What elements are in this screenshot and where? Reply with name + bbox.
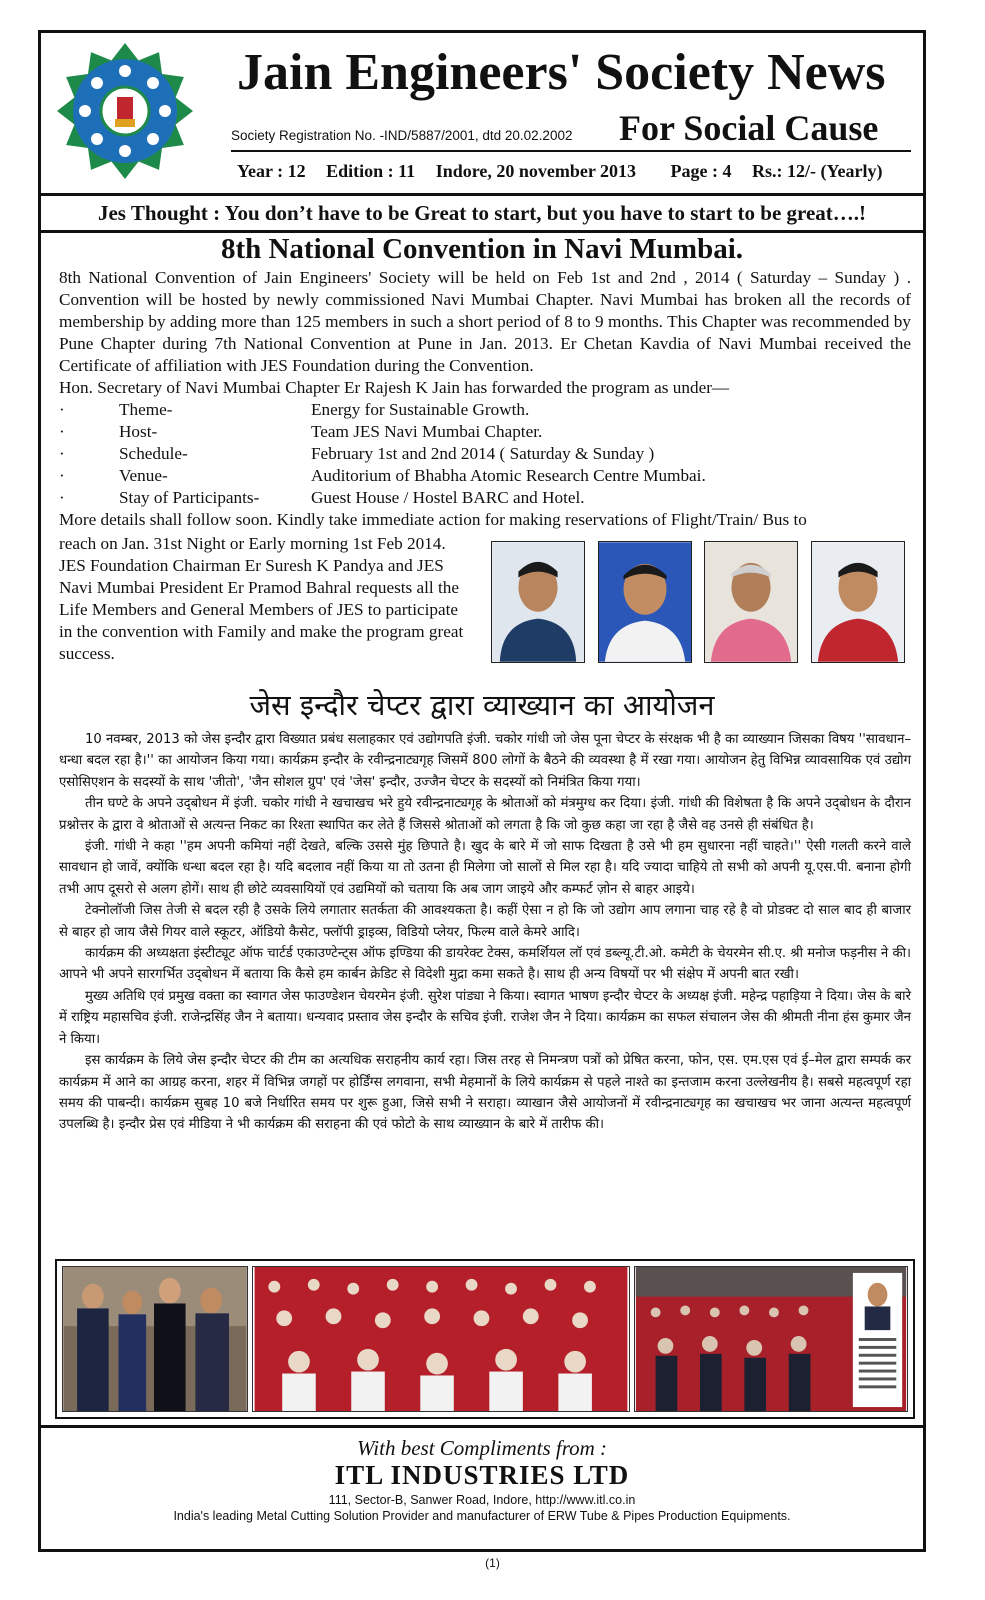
- issue-price: Rs.: 12/- (Yearly): [752, 161, 883, 181]
- program-item: · Venue- Auditorium of Bhabha Atomic Research Centre Mumbai.: [59, 466, 706, 485]
- award-ceremony-photo: [62, 1266, 248, 1412]
- article-paragraph: reach on Jan. 31st Night or Early morning 1st Feb 2014.: [59, 534, 446, 553]
- program-key: Schedule-: [119, 444, 188, 463]
- hindi-paragraph: इस कार्यक्रम के लिये जेस इन्दौर चेप्टर की टीम का अत्यधिक सराहनीय कार्य रहा। जिस तरह से निमन्त्रण पत्रों को प्रेषित करना, फोन, एस. एम.एस एवं ई–मेल द्वारा सम्पर्क कर कार्यक्रम में आने का आग्रह करना, शहर में विभिन्न जगहों पर होर्डिंग्स लगवाना, सभी मेहमानों के लिये कार्यक्रम से पहले नाश्ते का इन्तजाम करना उल्लेखनीय है। सबसे महत्वपूर्ण रहा समय की पाबन्दी। कार्यक्रम सुबह 10 बजे निर्धारित समय पर शुरू हुआ, जिसे सभी ने सराहा। व्याखान जैसे आयोजनों में रवीन्द्रनाट्यगृह का खचाखच भर जाना अत्यन्त महत्वपूर्ण उपलब्धि है। इन्दौर प्रेस एवं मीडिया ने भी कार्यक्रम की सराहना की एवं फोटो के साथ व्याख्यान के बारे में तारीफ की।: [59, 1053, 911, 1133]
- issue-year: Year : 12: [237, 161, 306, 181]
- portrait-photo: [491, 541, 585, 663]
- event-photo-gallery: [55, 1259, 915, 1419]
- article-paragraph: 8th National Convention of Jain Engineers' Society will be held on Feb 1st and 2nd , 2014 ( Saturday – Sunday ) . Convention will be hosted by newly commissioned Navi Mumbai Chapter. Navi Mumbai has broken all the records of membership by adding more than 125 members in such a short period of 8 to 9 months. This Chapter was recommended by Pune Chapter during 7th National Convention at Pune in Jan. 2013. Er Chetan Kavdia of Navi Mumbai received the Certificate of affiliation with JES Foundation during the Convention.: [59, 268, 911, 375]
- page-number: (1): [485, 1556, 500, 1570]
- hindi-paragraph: तीन घण्टे के अपने उद्‍बोधन में इंजी. चकोर गांधी ने खचाखच भरे हुये रवीन्द्रनाट्यगृह के श्रोताओं को मंत्रमुग्ध कर दिया। इंजी. गांधी की विशेषता है कि अपने उद्‍बोधन के दौरान प्रश्नोत्तर के द्वारा वे श्रोताओं से अत्यन्त निकट का रिश्ता स्थापित कर लेते हैं जिससे श्रोताओं को लगता है कि जो कुछ कहा जा रहा है जैसे वह उनसे ही संबंधित है।: [59, 796, 911, 833]
- article-headline: 8th National Convention in Navi Mumbai.: [220, 233, 744, 265]
- article-paragraph: Hon. Secretary of Navi Mumbai Chapter Er Rajesh K Jain has forwarded the program as under—: [59, 378, 730, 397]
- article-paragraph: JES Foundation Chairman Er Suresh K Pandya and JES Navi Mumbai President Er Pramod Bahral requests all the Life Members and General Members of JES to participate in the convention with Family and make the program great success.: [59, 556, 464, 663]
- hindi-headline: जेस इन्दौर चेप्टर द्वारा व्याख्यान का आयोजन: [249, 688, 715, 722]
- hindi-article-body: [59, 729, 911, 1136]
- issue-meta: [237, 161, 898, 182]
- program-key: Theme-: [119, 400, 173, 419]
- masthead: [41, 33, 923, 196]
- portrait-photo: [811, 541, 905, 663]
- portrait-photo: [704, 541, 798, 663]
- program-key: Stay of Participants-: [119, 488, 260, 507]
- program-list: [59, 399, 911, 509]
- portrait-photos: [491, 541, 911, 663]
- sponsor-description: India's leading Metal Cutting Solution Provider and manufacturer of ERW Tube & Pipes Production Equipments.: [173, 1509, 791, 1523]
- program-item: · Theme- Energy for Sustainable Growth.: [59, 400, 530, 419]
- program-key: Host-: [119, 422, 158, 441]
- registration-number: Society Registration No. -IND/5887/2001, dtd 20.02.2002: [231, 128, 573, 143]
- sponsor-footer: [41, 1425, 923, 1552]
- hindi-paragraph: टेक्नोलॉजी जिस तेजी से बदल रही है उसके लिये लगातार सतर्कता की आवश्यकता है। कहीं ऐसा न हो कि जो उद्योग आप लगाना चाह रहे है वो प्रोडक्ट दो साल बाद ही बाजार से बाहर हो जाय जैसे गियर वाले स्कूटर, ऑडियो कैसेट, फ्लॉपी ड्राइव्स, विडियो प्लेयर, फिल्म वाले केमरे आदि।: [59, 903, 911, 940]
- hindi-paragraph: कार्यक्रम की अध्यक्षता इंस्टीट्यूट ऑफ चार्टर्ड एकाउण्टेन्ट्स ऑफ इण्डिया की डायरेक्ट टेक्स, कमर्शियल लॉ एवं डब्ल्यू.टी.ओ. कमेटी के चेयरमेन सी.ए. श्री मनोज फड़नीस ने की। आपने भी अपने सारगर्भित उद्‍बोधन में बताया कि कैसे हम कार्बन क्रेडिट से विदेशी मुद्रा कमा सकते है। साथ ही अन्य विषयों पर भी संक्षेप में अपनी बात रखी।: [59, 946, 911, 983]
- program-value: February 1st and 2nd 2014 ( Saturday & Sunday ): [311, 444, 655, 463]
- program-item: · Host- Team JES Navi Mumbai Chapter.: [59, 422, 543, 441]
- program-item: · Stay of Participants- Guest House / Hostel BARC and Hotel.: [59, 488, 585, 507]
- sponsor-name: ITL INDUSTRIES LTD: [334, 1460, 630, 1490]
- hindi-paragraph: 10 नवम्बर, 2013 को जेस इन्दौर द्वारा विख्यात प्रबंध सलाहकार एवं उद्योगपति इंजी. चकोर गांधी जो जेस पूना चेप्टर के संरक्षक भी है का व्याख्यान जिसका विषय ''सावधान–धन्धा बदल रहा है।'' का आयोजन किया गया। कार्यक्रम इन्दौर के रवीन्द्रनाट्यगृह जिसमें 800 लोगों के बैठने की व्यवस्था है में रखा गया। आयोजन हेतु विभिन्न व्यावसायिक एवं उद्योग एसोसिएशन के सदस्यों के साथ 'जीतो', 'जैन सोशल ग्रुप' एवं 'जेस' इन्दौर, उज्जैन चेप्टर के सदस्यों को निमंत्रित किया गया।: [59, 732, 911, 790]
- sponsor-address: 111, Sector-B, Sanwer Road, Indore, http://www.itl.co.in: [328, 1493, 636, 1507]
- issue-page: Page : 4: [670, 161, 732, 181]
- newsletter-title: Jain Engineers' Society News: [237, 44, 886, 101]
- program-value: Energy for Sustainable Growth.: [311, 400, 530, 419]
- issue-edition: Edition : 11: [326, 161, 416, 181]
- article-paragraph: More details shall follow soon. Kindly take immediate action for making reservations of Flight/Train/ Bus to: [59, 510, 807, 529]
- program-item: · Schedule- February 1st and 2nd 2014 ( Saturday & Sunday ): [59, 444, 655, 463]
- program-value: Auditorium of Bhabha Atomic Research Centre Mumbai.: [311, 466, 706, 485]
- audience-photo: [252, 1266, 630, 1412]
- jes-logo-icon: [55, 41, 195, 181]
- program-key: Venue-: [119, 466, 168, 485]
- compliments-text: With best Compliments from :: [356, 1436, 608, 1460]
- jes-thought: Jes Thought : You don’t have to be Great to start, but you have to start to be great….!: [41, 197, 923, 233]
- masthead-divider: [231, 150, 911, 152]
- article-body: [59, 267, 911, 531]
- hindi-paragraph: इंजी. गांधी ने कहा ''हम अपनी कमियां नहीं देखते, बल्कि उससे मुंह छिपाते है। खुद के बारे में जो साफ दिखता है उसे भी हम सुधारना नहीं चाहते।'' ऐसी गलती करने वाले सावधान हो जावें, क्योंकि धन्धा बदल रहा है। यदि बदलाव नहीं किया या तो उतना ही मिलेगा जो सालों से मिल रहा है। यदि ज्यादा चाहिये तो सभी को अपनी यू.एस.पी. बनाना होगी तभी आप दूसरो से अलग होगें। साथ ही छोटे व्यवसायियों एवं उद्यमियों को चताया कि अब जाग जाइये और कम्फर्ट ज़ोन से बाहर आइये।: [59, 839, 911, 897]
- hindi-paragraph: मुख्य अतिथि एवं प्रमुख वक्ता का स्वागत जेस फाउण्डेशन चेयरमेन इंजी. सुरेश पांड्या ने किया। स्वागत भाषण इन्दौर चेप्टर के अध्यक्ष इंजी. महेन्द्र पहाड़िया ने दिया। जेस के बारे में राष्ट्रिय महासचिव इंजी. राजेन्द्रसिंह जैन ने बताया। धन्यवाद प्रस्ताव जेस इन्दौर के सचिव इंजी. राजेश जैन ने दिया। कार्यक्रम का सफल संचालन जेस की श्रीमती नीना हंस कुमार जैन ने किया।: [59, 988, 911, 1047]
- article-left-column: [59, 533, 469, 665]
- newsletter-page: [38, 30, 926, 1552]
- portrait-photo: [598, 541, 692, 663]
- auditorium-photo: [634, 1266, 908, 1412]
- program-value: Team JES Navi Mumbai Chapter.: [311, 422, 543, 441]
- program-value: Guest House / Hostel BARC and Hotel.: [311, 488, 585, 507]
- issue-place-date: Indore, 20 november 2013: [435, 161, 637, 181]
- tagline: For Social Cause: [619, 108, 879, 148]
